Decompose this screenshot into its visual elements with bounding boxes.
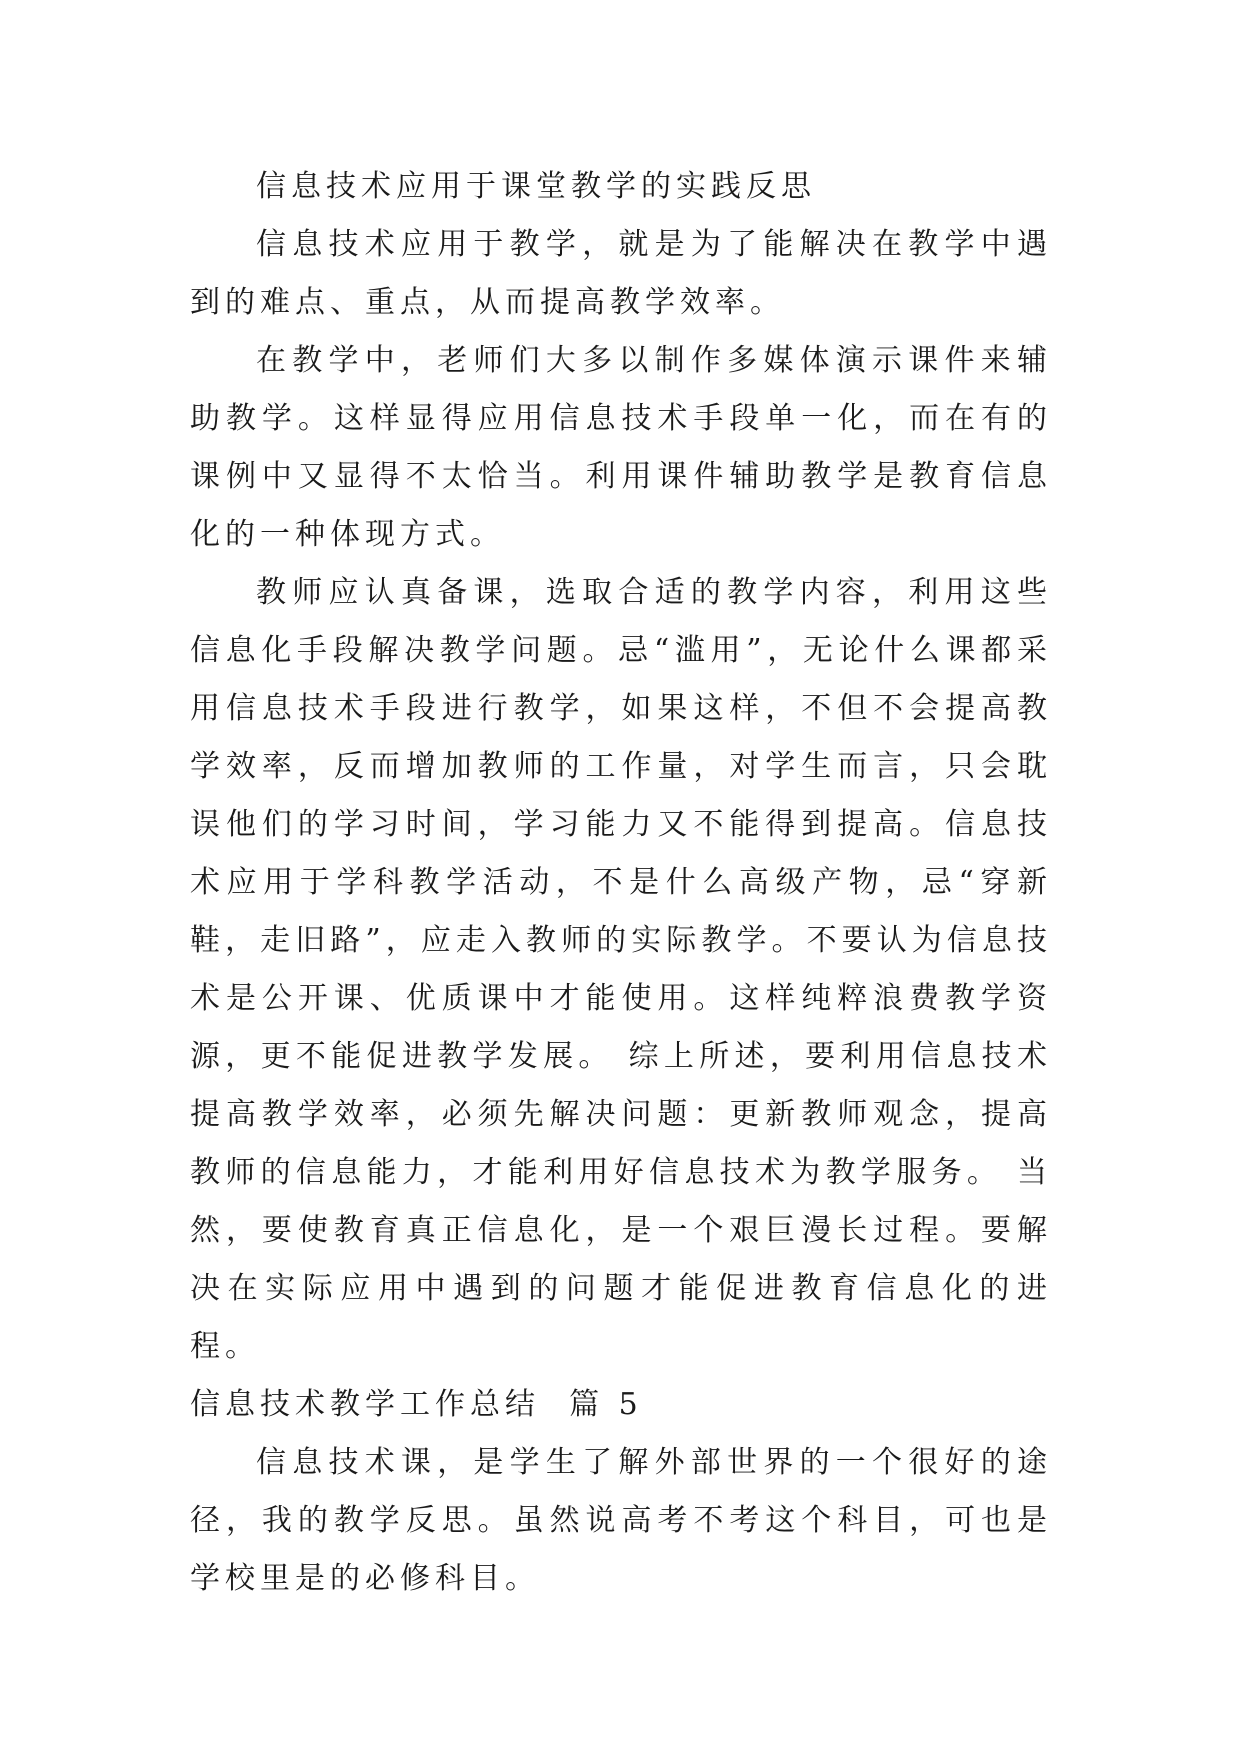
paragraph-2: 在教学中，老师们大多以制作多媒体演示课件来辅助教学。这样显得应用信息技术手段单一化，而在有的课例中又显得不太恰当。利用课件辅助教学是教育信息化的一种体现方式。 [190,343,1052,552]
paragraph-3: 教师应认真备课，选取合适的教学内容，利用这些信息化手段解决教学问题。忌“滥用”，无论什么课都采用信息技术手段进行教学，如果这样，不但不会提高教学效率，反而增加教师的工作量，对学生而言，只会耽误他们的学习时间，学习能力又不能得到提高。信息技术应用于学科教学活动，不是什么高级产物，忌“穿新鞋，走旧路”，应走入教师的实际教学。不要认为信息技术是公开课、优质课中才能使用。这样纯粹浪费教学资源，更不能促进教学发展。 综上所述，要利用信息技术提高教学效率，必须先解决问题：更新教师观念，提高教师的信息能力，才能利用好信息技术为教学服务。 当然，要使教育真正信息化，是一个艰巨漫长过程。要解决在实际应用中遇到的问题才能促进教育信息化的进程。 [190,575,1052,1364]
document-body [190,158,1052,1608]
section-paragraph: 信息技术课，是学生了解外部世界的一个很好的途径，我的教学反思。虽然说高考不考这个科目，可也是学校里是的必修科目。 [190,1445,1052,1596]
section-heading: 信息技术教学工作总结 篇 5 [190,1387,643,1422]
paragraph-1: 信息技术应用于教学，就是为了能解决在教学中遇到的难点、重点，从而提高教学效率。 [190,227,1052,320]
document-title: 信息技术应用于课堂教学的实践反思 [256,169,816,204]
